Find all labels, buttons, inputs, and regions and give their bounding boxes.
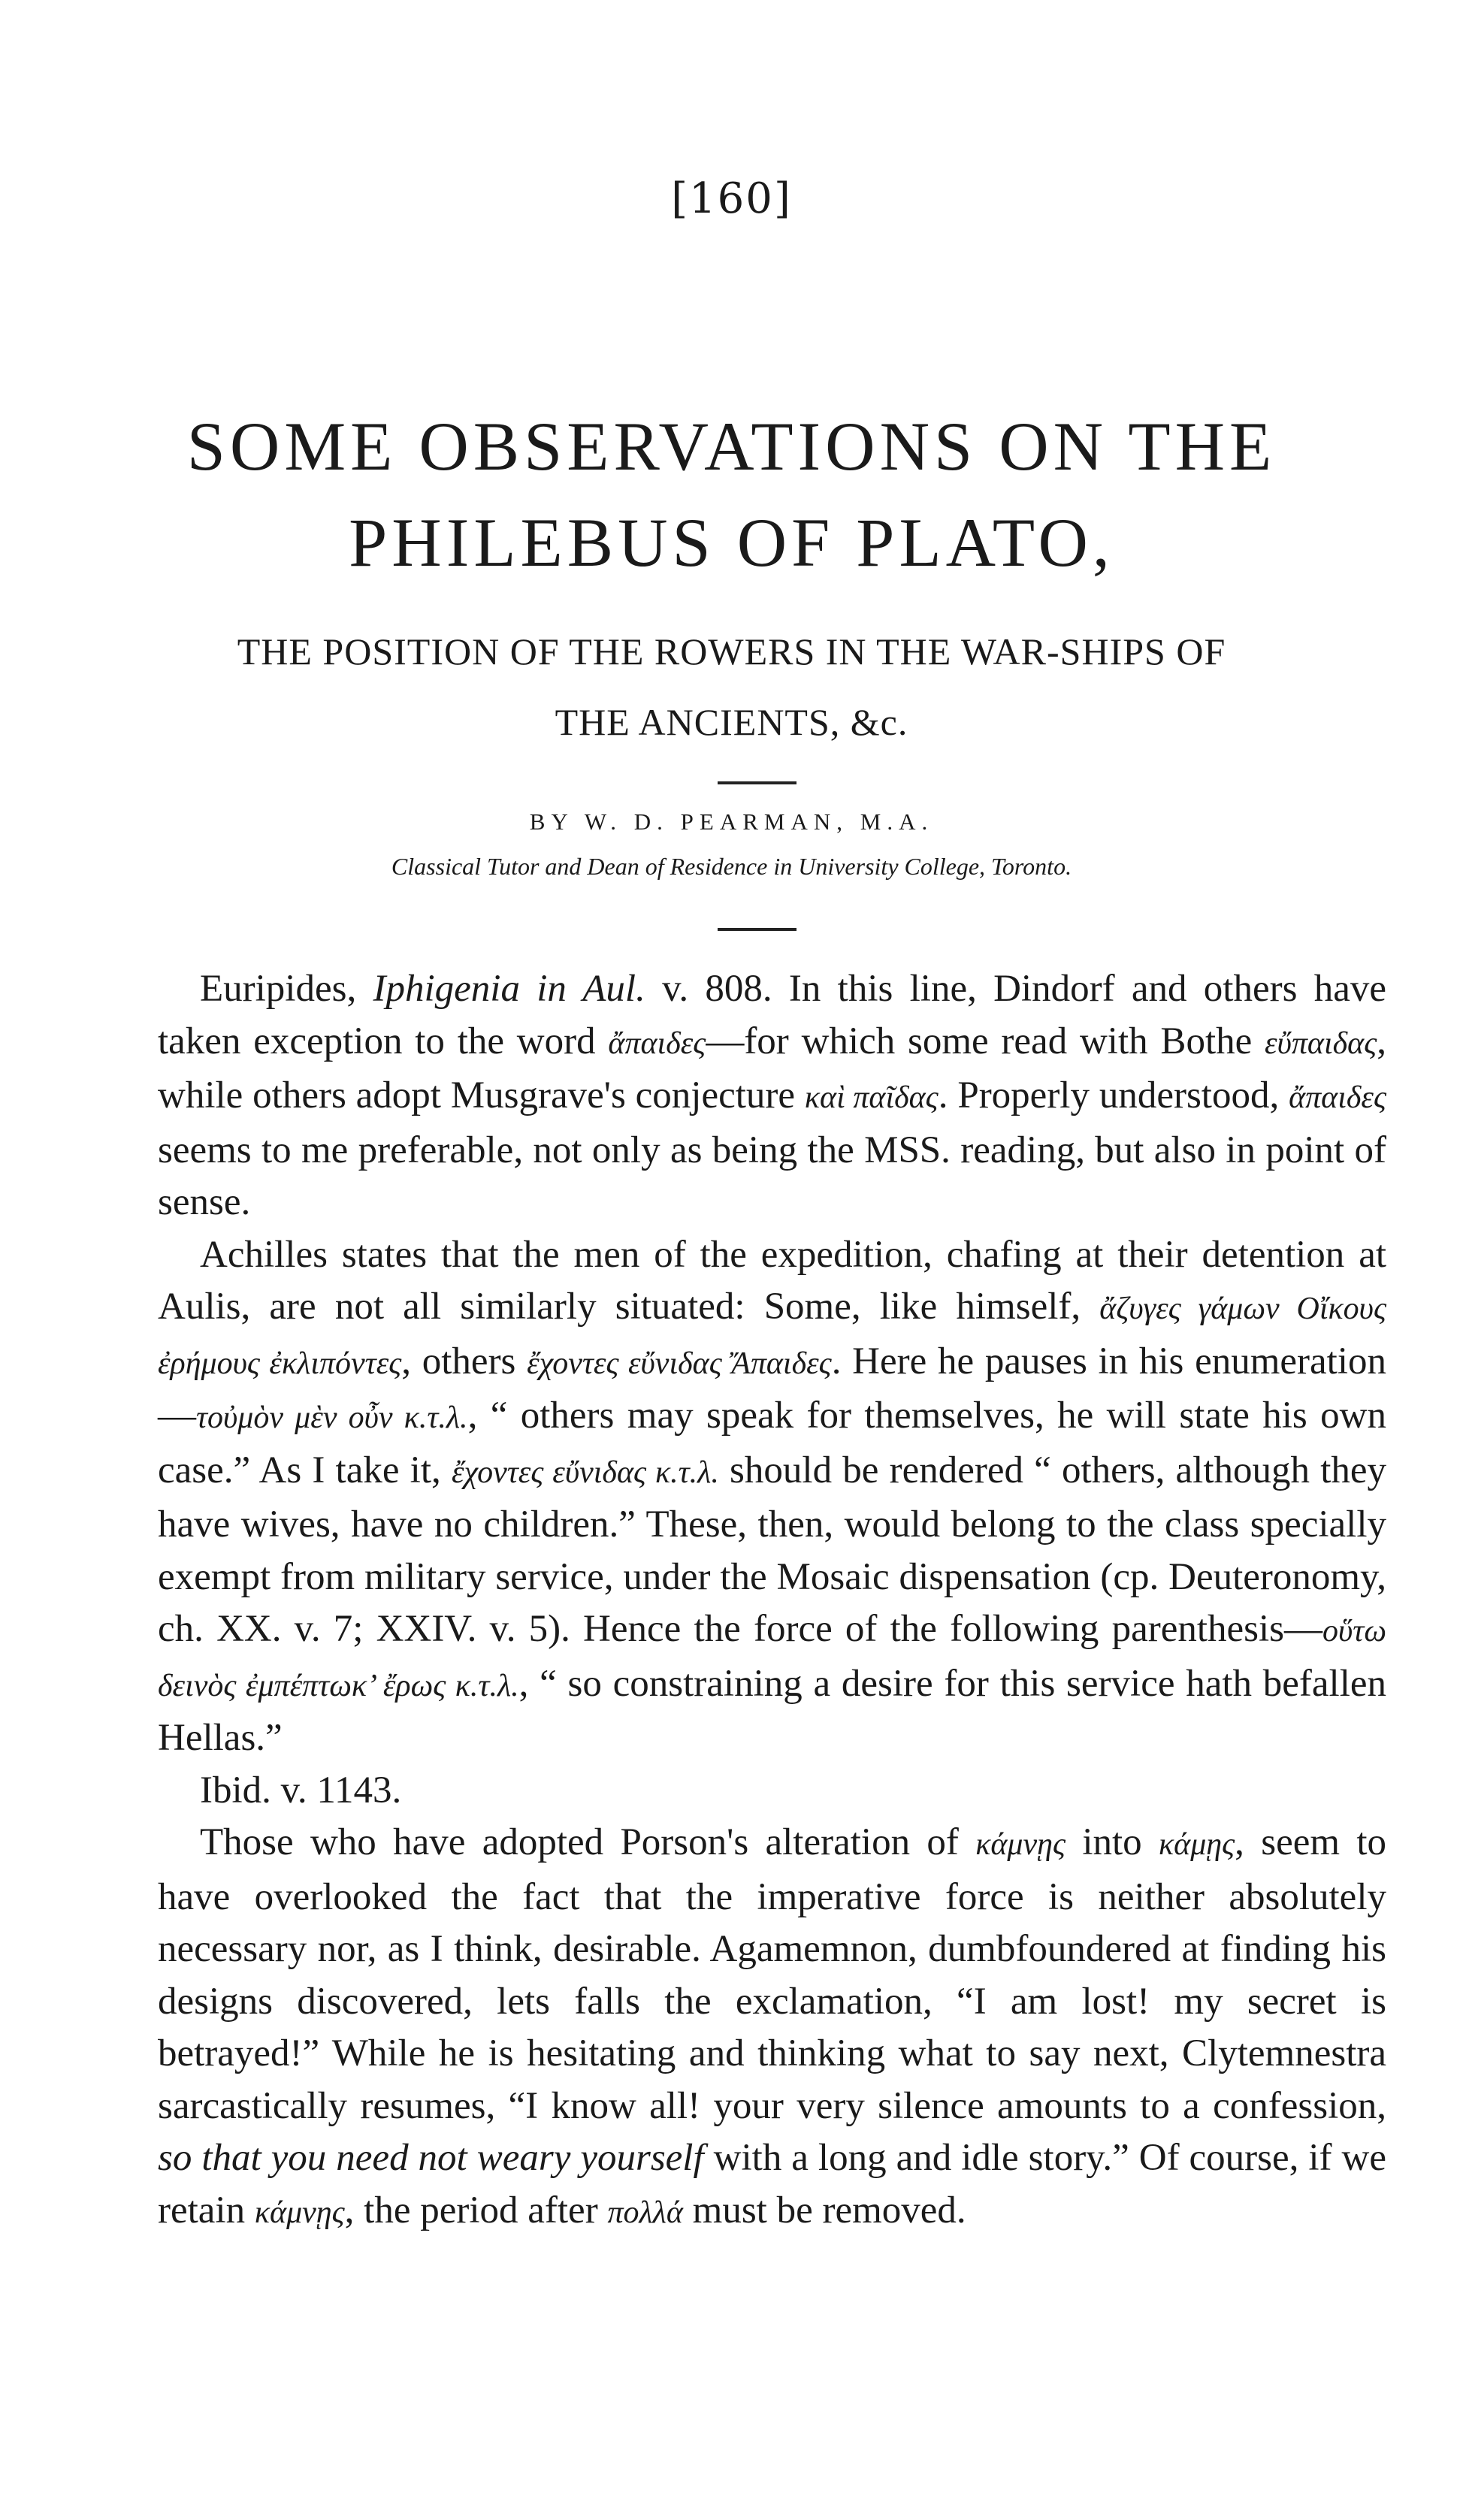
greek-text: κάμῃς bbox=[1158, 1827, 1235, 1862]
title-line-2: PHILEBUS OF PLATO, bbox=[349, 504, 1114, 581]
paragraph-3 bbox=[158, 1765, 1386, 1817]
paragraph-4 bbox=[158, 1817, 1386, 2239]
author-byline: BY W. D. PEARMAN, M.A. bbox=[529, 808, 934, 835]
greek-text: ἄπαιδες bbox=[608, 1026, 706, 1061]
text: , while others adopt Musgrave's conjecture bbox=[158, 1020, 1386, 1116]
text: . Here he pauses in his enumeration— bbox=[158, 1340, 1387, 1437]
paragraph-1 bbox=[158, 963, 1386, 1229]
text: Euripides, bbox=[200, 968, 373, 1010]
greek-text: εὔπαιδας bbox=[1265, 1026, 1377, 1061]
text: Ibid. v. 1143. bbox=[200, 1769, 402, 1811]
text: seems to me preferable, not only as being the MSS. reading, but also in point of sense. bbox=[158, 1129, 1386, 1223]
text: into bbox=[1066, 1821, 1159, 1863]
greek-text: ἔχοντες εὔνιδας κ.τ.λ. bbox=[451, 1455, 719, 1490]
article-title bbox=[0, 398, 1463, 591]
text: . Properly understood, bbox=[938, 1074, 1289, 1116]
greek-text: πολλά bbox=[607, 2195, 683, 2230]
paragraph-2 bbox=[158, 1229, 1386, 1765]
article-body bbox=[158, 963, 1386, 2239]
text: must be removed. bbox=[682, 2189, 966, 2231]
text: with a long and idle story.” Of course, if we retain bbox=[158, 2137, 1386, 2231]
text: should be rendered “ others, although they have wives, have no children.” These, then, would belong to the class specially exempt from military service, under the Mosaic dispensation (cp. Deuteronomy, ch. XX. v. 7; XXIV. v. 5). Hence the force of the following parenthesis— bbox=[158, 1449, 1386, 1650]
greek-text: ἄπαιδες bbox=[1289, 1080, 1386, 1115]
text: Those who have adopted Porson's alteration of bbox=[200, 1821, 976, 1863]
greek-text: καὶ παῖδας bbox=[804, 1080, 939, 1115]
text: Achilles states that the men of the expedition, chafing at their detention at Aulis, are not all similarly situated: Some, like himself, bbox=[158, 1233, 1386, 1328]
page-number: [160] bbox=[671, 174, 792, 223]
text: , seem to have overlooked the fact that the imperative force is neither absolutely necessary nor, as I think, desirable. Agamemnon, dumbfoundered at finding his designs discovered, lets falls the exclamation, “I am lost! my secret is betrayed!” While he is hesitating and thinking what to say next, Clytemnestra sarcastically resumes, “I know all! your very silence amounts to a confession, bbox=[158, 1821, 1386, 2127]
article-subtitle bbox=[113, 616, 1350, 757]
text: , others bbox=[401, 1340, 527, 1382]
subtitle-line-1: THE POSITION OF THE ROWERS IN THE WAR-SHIPS OF bbox=[237, 630, 1226, 672]
author-affiliation: Classical Tutor and Dean of Residence in University College, Toronto. bbox=[391, 853, 1072, 880]
greek-text: ἄζυγες γάμων Οἴκους ἐρήμους ἐκλιπόντες bbox=[158, 1292, 1387, 1381]
subtitle-line-2: THE ANCIENTS, &c. bbox=[555, 701, 908, 743]
text: , “ others may speak for themselves, he will state his own case.” As I take it, bbox=[158, 1394, 1387, 1491]
greek-text: οὕτω δεινὸς ἐμπέπτωκ’ ἔρως κ.τ.λ. bbox=[158, 1614, 1386, 1703]
italic-text: so that you need not weary yourself bbox=[158, 2137, 704, 2179]
greek-text: τοὐμὸν μὲν οὖν κ.τ.λ. bbox=[196, 1401, 468, 1435]
text: , the period after bbox=[344, 2189, 608, 2231]
divider-rule-bottom bbox=[718, 928, 796, 931]
greek-text: ἔχοντες εὔνιδας Ἄπαιδες bbox=[527, 1346, 832, 1381]
divider-rule-top bbox=[718, 781, 796, 784]
greek-text: κάμνῃς bbox=[975, 1827, 1066, 1862]
title-line-1: SOME OBSERVATIONS ON THE bbox=[186, 408, 1277, 485]
text: —for which some read with Bothe bbox=[706, 1020, 1265, 1062]
text: , “ so constraining a desire for this service hath befallen Hellas.” bbox=[158, 1662, 1386, 1759]
text: v. 808. In this line, Dindorf and others have taken exception to the word bbox=[158, 968, 1386, 1062]
work-title: Iphigenia in Aul. bbox=[373, 968, 645, 1010]
greek-text: κάμνῃς bbox=[254, 2195, 345, 2230]
